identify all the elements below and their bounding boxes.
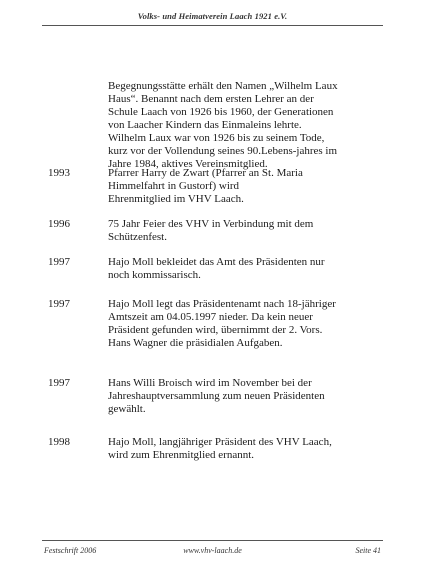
entry-text-line: Himmelfahrt in Gustorf) wird bbox=[108, 180, 240, 192]
entry-year: 1998 bbox=[48, 436, 70, 448]
entry-text-line: Ehrenmitglied im VHV Laach. bbox=[108, 193, 244, 205]
entry-text-line: Pfarrer Harry de Zwart (Pfarrer an St. Maria bbox=[108, 167, 303, 179]
entry-text bbox=[108, 256, 393, 282]
entry-text bbox=[108, 436, 393, 462]
header-divider bbox=[42, 25, 383, 26]
entry-year: 1993 bbox=[48, 167, 70, 179]
entry-text-line: noch kommissarisch. bbox=[108, 269, 201, 281]
entry-year: 1997 bbox=[48, 256, 70, 268]
footer-website: www.vhv-laach.de bbox=[183, 546, 242, 555]
entry-text-line: Wilhelm Laux war von 1926 bis zu seinem Tode, bbox=[108, 132, 325, 144]
entry-text bbox=[108, 218, 393, 244]
entry-text-line: Haus“. Benannt nach dem ersten Lehrer an der bbox=[108, 93, 314, 105]
entry-text-line: Präsident gefunden wird, übernimmt der 2. Vors. bbox=[108, 324, 323, 336]
entry-text-line: Jahre 1984, aktives Vereinsmitglied. bbox=[108, 158, 268, 170]
entry-year: 1996 bbox=[48, 218, 70, 230]
entry-text-line: 75 Jahr Feier des VHV in Verbindung mit dem bbox=[108, 218, 314, 230]
footer-page-number: Seite 41 bbox=[355, 546, 381, 555]
entry-year: 1997 bbox=[48, 377, 70, 389]
entry-text-line: Begegnungsstätte erhält den Namen „Wilhelm Laux bbox=[108, 80, 338, 92]
entry-text-line: Hans Willi Broisch wird im November bei der bbox=[108, 377, 312, 389]
entry-text bbox=[108, 377, 393, 416]
entry-text-line: Schule Laach von 1926 bis 1960, der Generationen bbox=[108, 106, 334, 118]
entry-text-line: wird zum Ehrenmitglied ernannt. bbox=[108, 449, 255, 461]
entry-text-line: Amtszeit am 04.05.1997 nieder. Da kein neuer bbox=[108, 311, 313, 323]
page-header: Volks- und Heimatverein Laach 1921 e.V. bbox=[137, 11, 288, 21]
entry-text bbox=[108, 298, 393, 350]
entry-text-line: von Laacher Kindern das Einmaleins lehrte. bbox=[108, 119, 302, 131]
entry-year: 1997 bbox=[48, 298, 70, 310]
entry-text-line: Jahreshauptversammlung zum neuen Präsidenten bbox=[108, 390, 325, 402]
entry-text bbox=[108, 80, 393, 171]
footer-publication: Festschrift 2006 bbox=[44, 546, 97, 555]
entry-text-line: gewählt. bbox=[108, 403, 146, 415]
entry-text-line: Hajo Moll, langjähriger Präsident des VHV Laach, bbox=[108, 436, 332, 448]
entry-text-line: Hajo Moll legt das Präsidentenamt nach 18-jähriger bbox=[108, 298, 336, 310]
entry-text-line: Schützenfest. bbox=[108, 231, 167, 243]
entry-text bbox=[108, 167, 393, 206]
entry-text-line: kurz vor der Vollendung seines 90.Lebens-jahres im bbox=[108, 145, 338, 157]
footer-divider bbox=[42, 540, 383, 541]
entry-text-line: Hajo Moll bekleidet das Amt des Präsidenten nur bbox=[108, 256, 325, 268]
entry-text-line: Hans Wagner die präsidialen Aufgaben. bbox=[108, 337, 283, 349]
